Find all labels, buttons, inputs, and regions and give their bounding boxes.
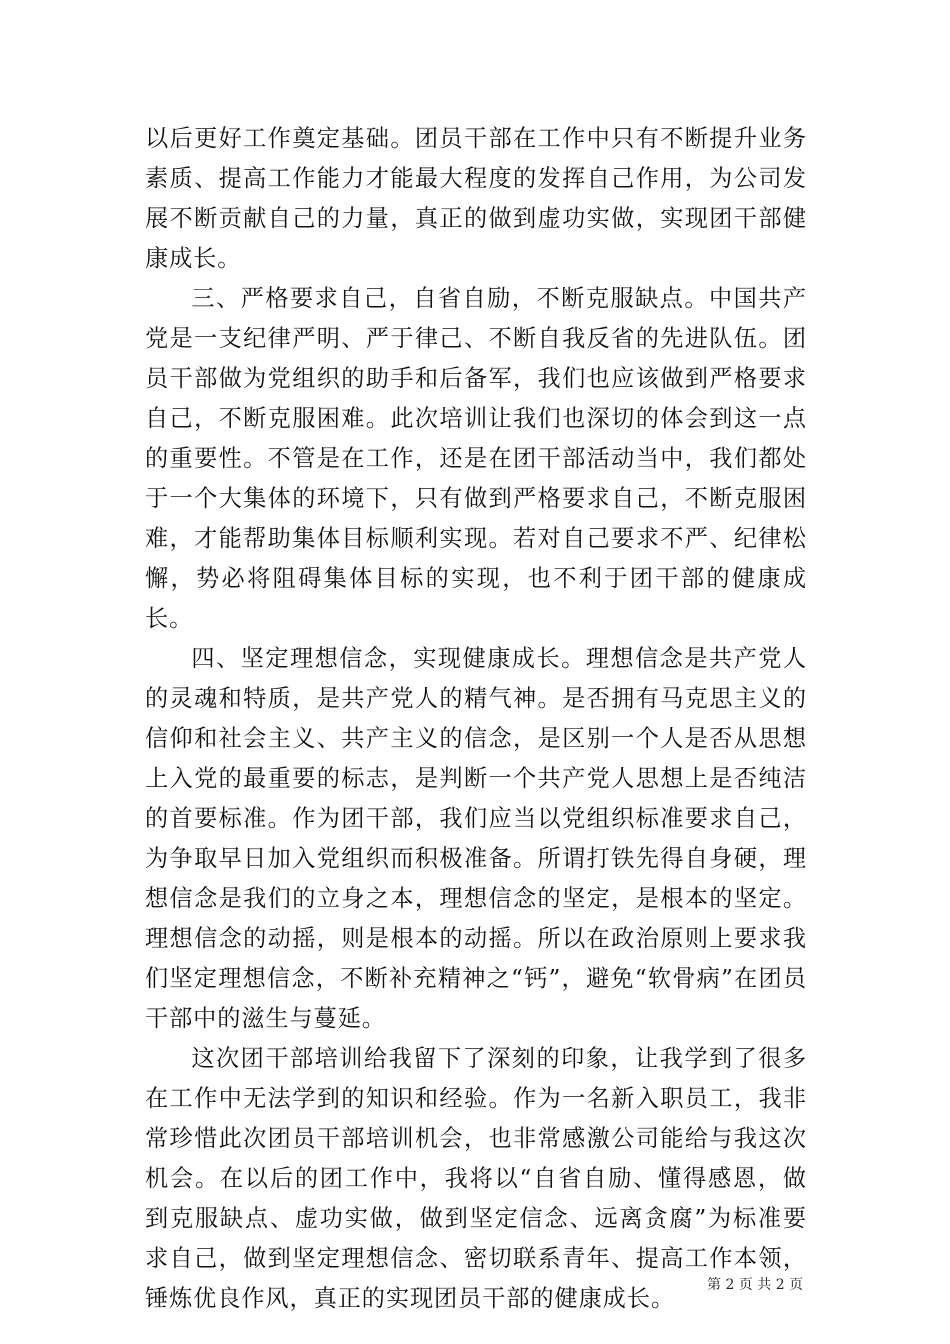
paragraph-firm-ideals: 四、坚定理想信念，实现健康成长。理想信念是共产党人的灵魂和特质，是共产党人的精气神。是否拥有马克思主义的信仰和社会主义、共产主义的信念，是区别一个人是否从思想上入党的最重要的标志，是判断一个共产党人思想上是否纯洁的首要标准。作为团干部，我们应当以党组织标准要求自己，为争取早日加入党组织而积极准备。所谓打铁先得自身硬，理想信念是我们的立身之本，理想信念的坚定，是根本的坚定。理想信念的动摇，则是根本的动摇。所以在政治原则上要求我们坚定理想信念，不断补充精神之“钙”，避免“软骨病”在团员干部中的滋生与蔓延。	[145, 645, 807, 1032]
page-number-footer: 第 2 页 共 2 页	[707, 1277, 804, 1293]
paragraph-conclusion: 这次团干部培训给我留下了深刻的印象，让我学到了很多在工作中无法学到的知识和经验。作为一名新入职员工，我非常珍惜此次团员干部培训机会，也非常感激公司能给与我这次机会。在以后的团工作中，我将以“自省自励、懂得感恩，做到克服缺点、虚功实做，做到坚定信念、远离贪腐”为标准要求自己，做到坚定理想信念、密切联系青年、提高工作本领，锤炼优良作风，真正的实现团员干部的健康成长。	[145, 1045, 807, 1312]
paragraph-strict-self-discipline: 三、严格要求自己，自省自励，不断克服缺点。中国共产党是一支纪律严明、严于律己、不断自我反省的先进队伍。团员干部做为党组织的助手和后备军，我们也应该做到严格要求自己，不断克服困难。此次培训让我们也深切的体会到这一点的重要性。不管是在工作，还是在团干部活动当中，我们都处于一个大集体的环境下，只有做到严格要求自己，不断克服困难，才能帮助集体目标顺利实现。若对自己要求不严、纪律松懈，势必将阻碍集体目标的实现，也不利于团干部的健康成长。	[145, 285, 807, 632]
document-body	[145, 119, 807, 1319]
paragraph-continuation: 以后更好工作奠定基础。团员干部在工作中只有不断提升业务素质、提高工作能力才能最大程度的发挥自己作用，为公司发展不断贡献自己的力量，真正的做到虚功实做，实现团干部健康成长。	[145, 125, 807, 272]
